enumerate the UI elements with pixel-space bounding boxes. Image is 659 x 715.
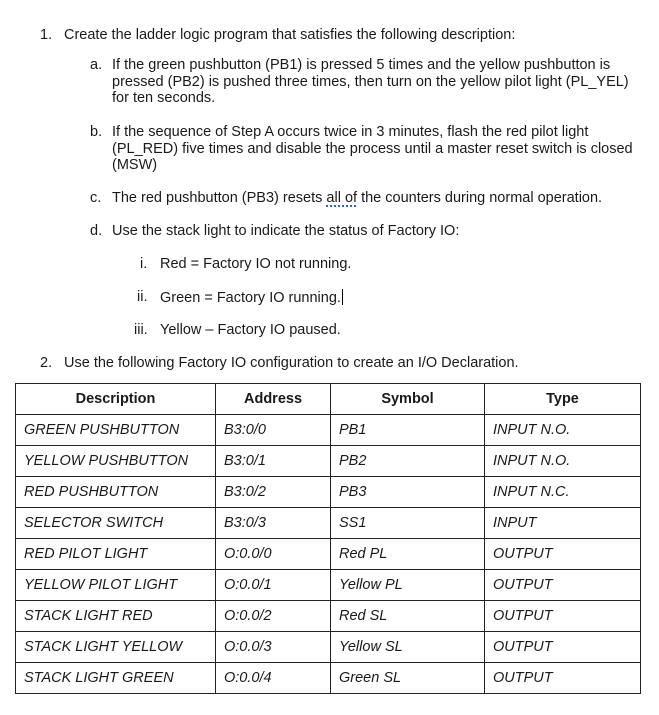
cell-description: YELLOW PUSHBUTTON bbox=[16, 446, 216, 477]
item-c-marker: c. bbox=[90, 190, 102, 206]
cell-address: O:0.0/1 bbox=[216, 570, 331, 601]
cell-symbol: Red SL bbox=[331, 601, 485, 632]
item-a-text: If the green pushbutton (PB1) is pressed 5 times and the yellow pushbutton is pressed (PB2) is pushed three times, then turn on the yellow pilot light (PL_YEL) for ten seconds. bbox=[112, 57, 629, 106]
header-address: Address bbox=[216, 384, 331, 415]
table-row bbox=[16, 570, 641, 601]
table-row bbox=[16, 446, 641, 477]
question-1-text: Create the ladder logic program that satisfies the following description: bbox=[64, 27, 516, 43]
item-d-text: Use the stack light to indicate the status of Factory IO: bbox=[112, 223, 460, 239]
cell-type: INPUT N.O. bbox=[485, 415, 641, 446]
table-row bbox=[16, 601, 641, 632]
cell-description: YELLOW PILOT LIGHT bbox=[16, 570, 216, 601]
question-2-text: Use the following Factory IO configuration to create an I/O Declaration. bbox=[64, 355, 519, 371]
grammar-flag-all-of[interactable]: all of bbox=[326, 190, 358, 206]
question-2-number: 2. bbox=[40, 355, 53, 371]
cell-description: GREEN PUSHBUTTON bbox=[16, 415, 216, 446]
io-declaration-table bbox=[15, 383, 641, 694]
cell-description: RED PILOT LIGHT bbox=[16, 539, 216, 570]
item-b-marker: b. bbox=[90, 124, 103, 140]
header-description: Description bbox=[16, 384, 216, 415]
cell-symbol: Yellow SL bbox=[331, 632, 485, 663]
subitem-ii-text: Green = Factory IO running. bbox=[160, 290, 341, 306]
cell-symbol: Red PL bbox=[331, 539, 485, 570]
item-a-marker: a. bbox=[90, 57, 103, 73]
item-c-text bbox=[112, 190, 602, 206]
cell-symbol: Yellow PL bbox=[331, 570, 485, 601]
table-row bbox=[16, 632, 641, 663]
cell-description: STACK LIGHT YELLOW bbox=[16, 632, 216, 663]
cell-type: OUTPUT bbox=[485, 663, 641, 694]
cell-type: INPUT bbox=[485, 508, 641, 539]
cell-symbol: PB3 bbox=[331, 477, 485, 508]
cell-description: STACK LIGHT GREEN bbox=[16, 663, 216, 694]
cell-symbol: PB1 bbox=[331, 415, 485, 446]
cell-type: INPUT N.C. bbox=[485, 477, 641, 508]
table-row bbox=[16, 508, 641, 539]
item-c-text-after: the counters during normal operation. bbox=[357, 190, 603, 206]
item-b-text: If the sequence of Step A occurs twice in 3 minutes, flash the red pilot light (PL_RED) five times and disable the process until a master reset switch is closed (MSW) bbox=[112, 124, 633, 173]
table-row bbox=[16, 663, 641, 694]
question-1-number: 1. bbox=[40, 27, 53, 43]
cell-description: SELECTOR SWITCH bbox=[16, 508, 216, 539]
subitem-iii-text: Yellow – Factory IO paused. bbox=[160, 322, 341, 338]
cell-address: O:0.0/4 bbox=[216, 663, 331, 694]
cell-type: OUTPUT bbox=[485, 539, 641, 570]
cell-address: B3:0/3 bbox=[216, 508, 331, 539]
cell-address: B3:0/2 bbox=[216, 477, 331, 508]
cell-type: OUTPUT bbox=[485, 570, 641, 601]
cell-address: O:0.0/0 bbox=[216, 539, 331, 570]
item-d-marker: d. bbox=[90, 223, 103, 239]
subitem-ii-marker: ii. bbox=[137, 289, 148, 305]
table-row bbox=[16, 477, 641, 508]
cell-symbol: SS1 bbox=[331, 508, 485, 539]
cell-address: B3:0/1 bbox=[216, 446, 331, 477]
cell-symbol: Green SL bbox=[331, 663, 485, 694]
table-row bbox=[16, 539, 641, 570]
subitem-i-marker: i. bbox=[140, 256, 148, 272]
subitem-iii-marker: iii. bbox=[134, 322, 148, 338]
cell-type: OUTPUT bbox=[485, 601, 641, 632]
table-row bbox=[16, 415, 641, 446]
cell-address: B3:0/0 bbox=[216, 415, 331, 446]
cell-type: INPUT N.O. bbox=[485, 446, 641, 477]
table-header-row bbox=[16, 384, 641, 415]
item-c-text-before: The red pushbutton (PB3) resets bbox=[112, 190, 327, 206]
cell-symbol: PB2 bbox=[331, 446, 485, 477]
subitem-ii-line[interactable] bbox=[160, 289, 343, 306]
cell-address: O:0.0/3 bbox=[216, 632, 331, 663]
header-symbol: Symbol bbox=[331, 384, 485, 415]
cell-description: STACK LIGHT RED bbox=[16, 601, 216, 632]
cell-address: O:0.0/2 bbox=[216, 601, 331, 632]
cell-type: OUTPUT bbox=[485, 632, 641, 663]
text-cursor bbox=[342, 289, 343, 305]
header-type: Type bbox=[485, 384, 641, 415]
subitem-i-text: Red = Factory IO not running. bbox=[160, 256, 352, 272]
cell-description: RED PUSHBUTTON bbox=[16, 477, 216, 508]
